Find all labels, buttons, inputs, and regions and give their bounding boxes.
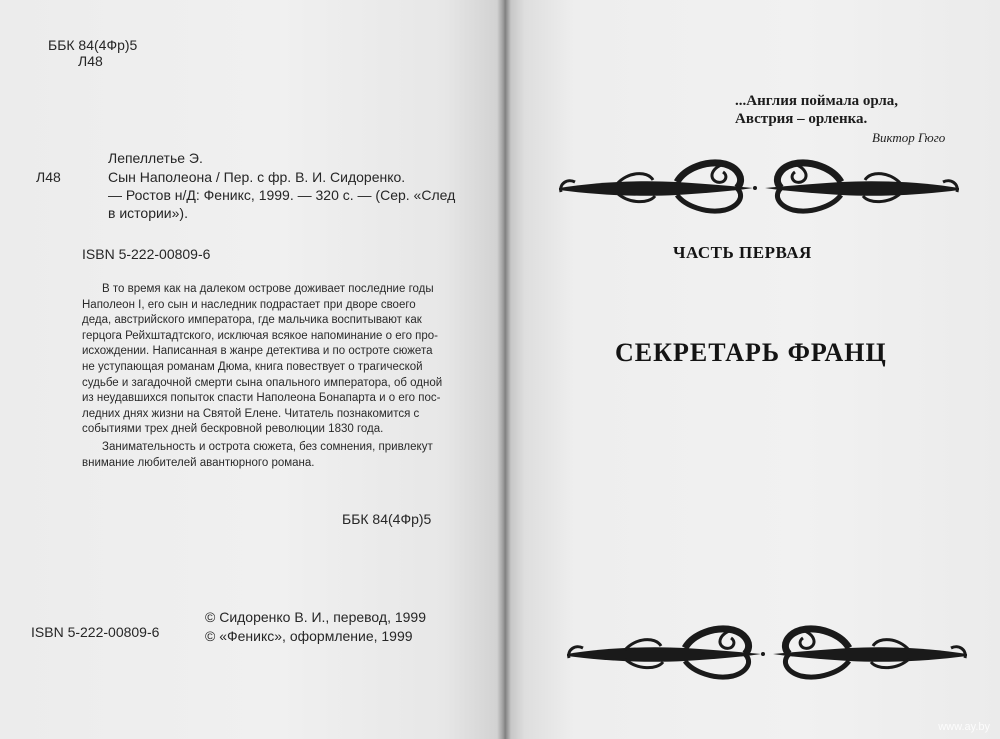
abstract-line: судьбе и загадочной смерти сына опального императора, об одной [82, 376, 443, 389]
copyright-line: © Сидоренко В. И., перевод, 1999 [205, 609, 426, 625]
abstract-line: исхождении. Написанная в жанре детектива и по остроте сюжета [82, 345, 433, 358]
flourish-ornament-top [557, 158, 961, 216]
abstract-line: деда, австрийского императора, где мальчика воспитывают как [82, 314, 422, 327]
book-abstract [82, 282, 444, 438]
watermark: www.ay.by [938, 721, 990, 733]
bibliographic-line: Сын Наполеона / Пер. с фр. В. И. Сидоренко. [108, 169, 406, 185]
bibliographic-line: в истории»). [108, 205, 188, 221]
abstract-line: Занимательность и острота сюжета, без сомнения, привлекут [102, 441, 433, 453]
author-code-top: Л48 [78, 53, 103, 69]
book-abstract-closing [82, 440, 444, 471]
bbk-index-top: ББК 84(4Фр)5 [48, 37, 138, 53]
abstract-line: ледних днях жизни на Святой Елене. Читатель познакомится с [82, 407, 420, 420]
abstract-line: событиями трех дней бескровной революции 1830 года. [82, 423, 384, 436]
author-code: Л48 [36, 169, 61, 185]
book-author: Лепеллетье Э. [108, 150, 203, 166]
copyright-line: © «Феникс», оформление, 1999 [205, 628, 413, 644]
isbn-number: ISBN 5-222-00809-6 [82, 246, 211, 262]
epigraph-line: ...Англия поймала орла, [735, 93, 899, 109]
isbn-number-bottom: ISBN 5-222-00809-6 [31, 624, 160, 640]
book-spine-shadow [497, 0, 511, 739]
abstract-line: герцога Рейхштадтского, исключая всякое напоминание о его про- [82, 329, 439, 342]
abstract-line: Наполеон I, его сын и наследник подрастает при дворе своего [82, 298, 416, 311]
bibliographic-line: — Ростов н/Д: Феникс, 1999. — 320 с. — (Сер. «След [108, 187, 456, 203]
epigraph-author: Виктор Гюго [872, 130, 946, 145]
part-title: ЧАСТЬ ПЕРВАЯ [673, 243, 812, 262]
right-page [505, 0, 1000, 739]
chapter-title: СЕКРЕТАРЬ ФРАНЦ [615, 338, 887, 367]
abstract-line: не уступающая романам Дюма, книга повествует о трагической [82, 360, 423, 373]
abstract-line: из неудавшихся попыток спасти Наполеона Бонапарта и о его пос- [82, 392, 441, 405]
epigraph-line: Австрия – орленка. [735, 111, 868, 127]
abstract-line: В то время как на далеком острове доживает последние годы [102, 283, 434, 295]
flourish-ornament-bottom [561, 624, 973, 682]
abstract-line: внимание любителей авантюрного романа. [82, 456, 315, 469]
bbk-index-bottom: ББК 84(4Фр)5 [342, 511, 432, 527]
